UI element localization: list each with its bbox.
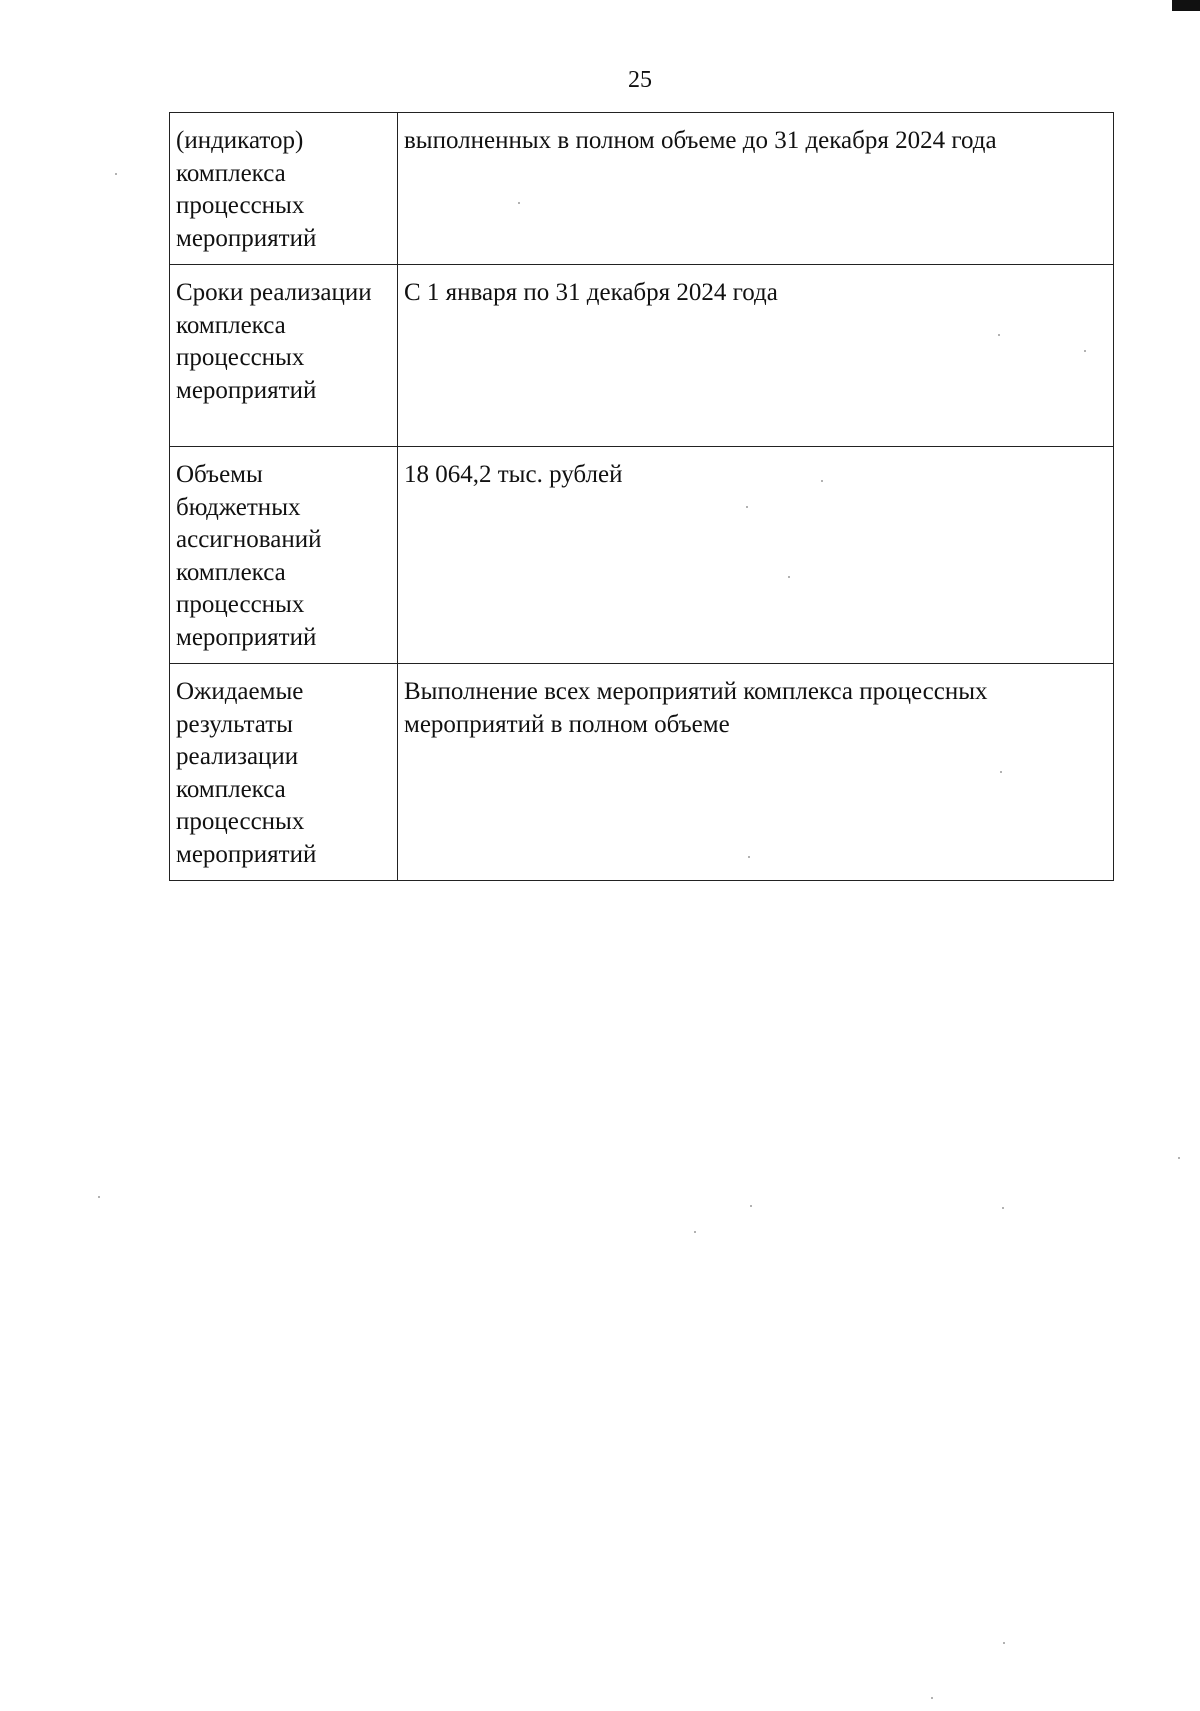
scan-speck xyxy=(821,480,823,482)
scan-speck xyxy=(931,1697,933,1699)
scan-speck xyxy=(1178,1157,1180,1159)
table-row xyxy=(170,265,1114,447)
table-row xyxy=(170,113,1114,265)
row-value: Выполнение всех мероприятий комплекса процессных мероприятий в полном объеме xyxy=(398,664,1114,881)
program-passport-table xyxy=(169,112,1114,881)
scan-speck xyxy=(1084,350,1086,352)
scan-speck xyxy=(98,1196,100,1198)
scan-speck xyxy=(115,173,117,175)
scan-speck xyxy=(746,506,748,508)
row-label: Сроки реализации комплекса процессных мероприятий xyxy=(170,265,398,447)
scan-speck xyxy=(788,576,790,578)
scan-speck xyxy=(694,1231,696,1233)
scan-speck xyxy=(1002,1207,1004,1209)
page-number: 25 xyxy=(628,67,652,93)
scan-speck xyxy=(1003,1642,1005,1644)
scan-speck xyxy=(998,334,1000,336)
row-value: С 1 января по 31 декабря 2024 года xyxy=(398,265,1114,447)
scan-edge-mark xyxy=(1172,0,1200,11)
row-label: Ожидаемые результаты реализации комплекса процессных мероприятий xyxy=(170,664,398,881)
scan-speck xyxy=(750,1205,752,1207)
row-label: Объемы бюджетных ассигнований комплекса процессных мероприятий xyxy=(170,447,398,664)
scan-speck xyxy=(518,202,520,204)
scan-speck xyxy=(748,856,750,858)
scan-speck xyxy=(1000,771,1002,773)
row-value: 18 064,2 тыс. рублей xyxy=(398,447,1114,664)
row-value: выполненных в полном объеме до 31 декабря 2024 года xyxy=(398,113,1114,265)
table-row xyxy=(170,447,1114,664)
table-row xyxy=(170,664,1114,881)
row-label: (индикатор) комплекса процессных мероприятий xyxy=(170,113,398,265)
